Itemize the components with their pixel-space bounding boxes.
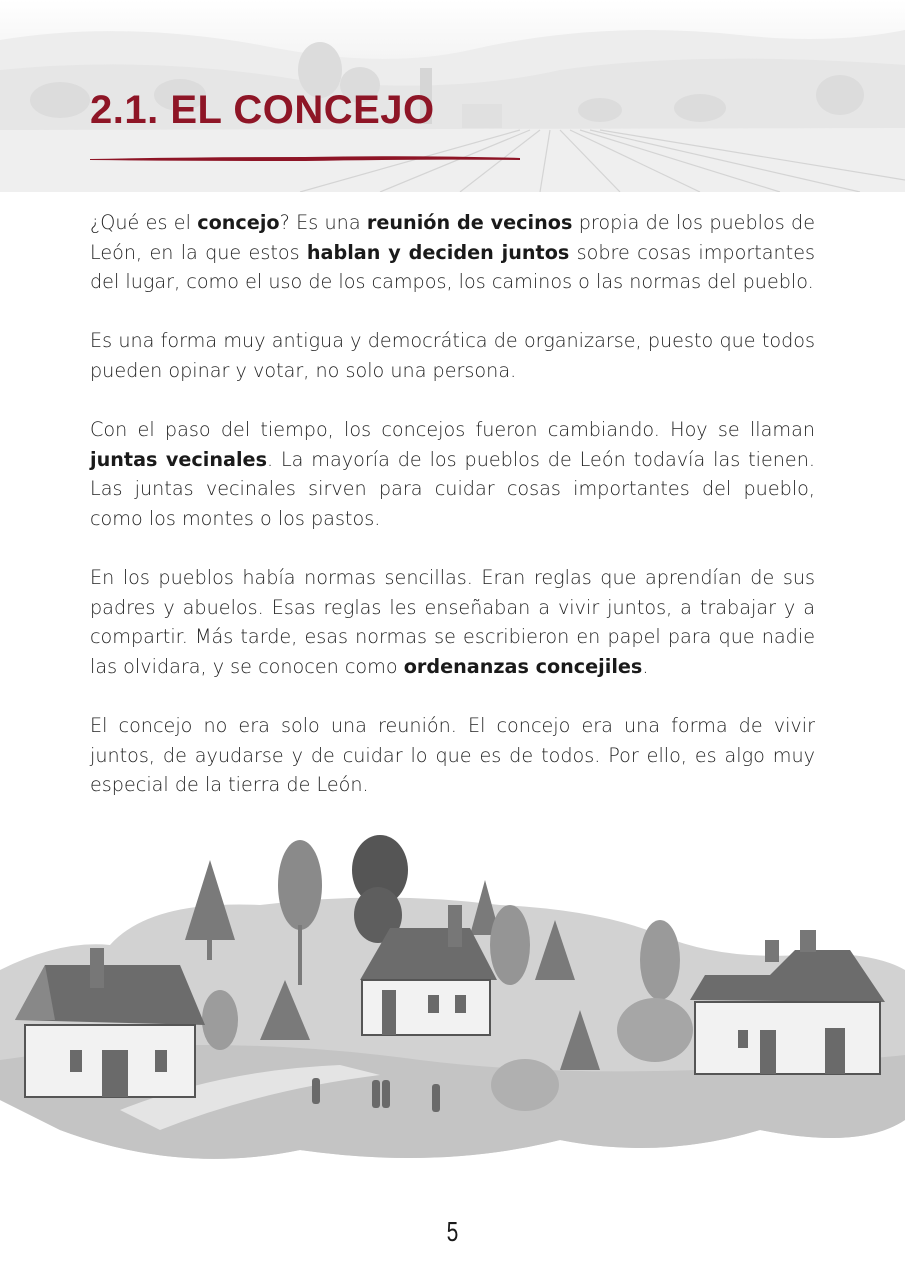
paragraph-2: Es una forma muy antigua y democrática de organizarse, puesto que todos pueden opinar y votar, no solo una persona. — [90, 329, 815, 382]
term-ordenanzas-concejiles: ordenanzas concejiles — [403, 654, 643, 678]
village-illustration — [0, 830, 905, 1210]
paragraph-3: Con el paso del tiempo, los concejos fueron cambiando. Hoy se llaman juntas vecinales. La mayoría de los pueblos de León todavía las tienen. Las juntas vecinales sirven para cuidar cosas importantes del pueblo, como los montes o los pastos. — [90, 418, 815, 530]
term-concejo: concejo — [197, 211, 280, 234]
paragraph-5: El concejo no era solo una reunión. El concejo era una forma de vivir juntos, de ayudarse y de cuidar lo que es de todos. Por ello, es algo muy especial de la tierra de León. — [90, 714, 815, 797]
page-title: 2.1. EL CONCEJO — [90, 88, 435, 132]
term-hablan-y-deciden-juntos: hablan y deciden juntos — [306, 240, 570, 264]
paragraph-1: ¿Qué es el concejo? Es una reunión de vecinos propia de los pueblos de León, en la que estos hablan y deciden juntos sobre cosas importantes del lugar, como el uso de los campos, los caminos o las normas del pueblo. — [90, 211, 816, 294]
term-juntas-vecinales: juntas vecinales — [90, 447, 267, 471]
title-underline — [90, 154, 520, 162]
body-text — [90, 208, 815, 829]
page-number: 5 — [446, 1216, 459, 1247]
paragraph-4: En los pueblos había normas sencillas. Eran reglas que aprendían de sus padres y abuelos. Esas reglas les enseñaban a vivir juntos, a trabajar y a compartir. Más tarde, esas normas se escribieron en papel para que nadie las olvidara, y se conocen como ordenanzas concejiles. — [90, 566, 815, 678]
term-reunion-de-vecinos: reunión de vecinos — [366, 211, 573, 234]
